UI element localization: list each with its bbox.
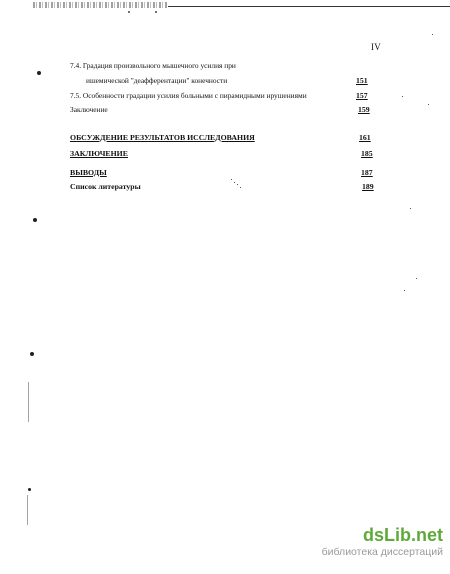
scan-speck xyxy=(128,11,130,13)
scan-speck xyxy=(428,104,429,105)
toc-entry-conclusion-chapter: Заключение xyxy=(70,105,108,114)
toc-page-conclusion-chapter: 159 xyxy=(358,105,370,114)
margin-mark xyxy=(28,382,29,422)
scan-speck xyxy=(402,96,403,97)
page-number: IV xyxy=(371,42,382,52)
toc-page-references: 189 xyxy=(362,182,374,191)
scan-speck xyxy=(240,187,241,188)
toc-entry-references: Список литературы xyxy=(70,182,141,191)
toc-page-7-5: 157 xyxy=(356,91,368,100)
scan-speck xyxy=(410,208,411,209)
scan-speck xyxy=(155,11,157,13)
margin-mark xyxy=(27,495,28,525)
scan-speck xyxy=(33,218,37,222)
toc-entry-7-4-line2: ишемической "деафферентации" конечности xyxy=(86,76,228,85)
scan-speck xyxy=(28,488,31,491)
toc-entry-discussion: ОБСУЖДЕНИЕ РЕЗУЛЬТАТОВ ИССЛЕДОВАНИЯ xyxy=(70,133,255,142)
watermark-logo: dsLib.net xyxy=(363,525,443,545)
toc-entry-7-4-line1: 7.4. Градация произвольного мышечного усилия при xyxy=(70,61,236,70)
scan-speck xyxy=(37,71,41,75)
header-rule xyxy=(168,6,450,7)
scan-speck xyxy=(231,179,232,180)
watermark-subtitle: библиотека диссертаций xyxy=(321,546,443,558)
toc-page-findings: 187 xyxy=(361,168,373,177)
scan-speck xyxy=(404,290,405,291)
toc-entry-7-5: 7.5. Особенности градации усилия больными с пирамидными нрушениями xyxy=(70,91,307,100)
toc-page-7-4: 151 xyxy=(356,76,368,85)
toc-entry-findings: ВЫВОДЫ xyxy=(70,168,107,177)
scan-speck xyxy=(237,184,238,185)
scan-speck xyxy=(234,182,235,183)
toc-entry-conclusion: ЗАКЛЮЧЕНИЕ xyxy=(70,149,128,158)
toc-page-conclusion: 185 xyxy=(361,149,373,158)
watermark xyxy=(283,525,443,559)
scan-speck xyxy=(432,34,433,35)
toc-page-discussion: 161 xyxy=(359,133,371,142)
scan-speck xyxy=(30,352,34,356)
scan-speck xyxy=(416,278,417,279)
scan-artifact-header xyxy=(33,2,168,8)
